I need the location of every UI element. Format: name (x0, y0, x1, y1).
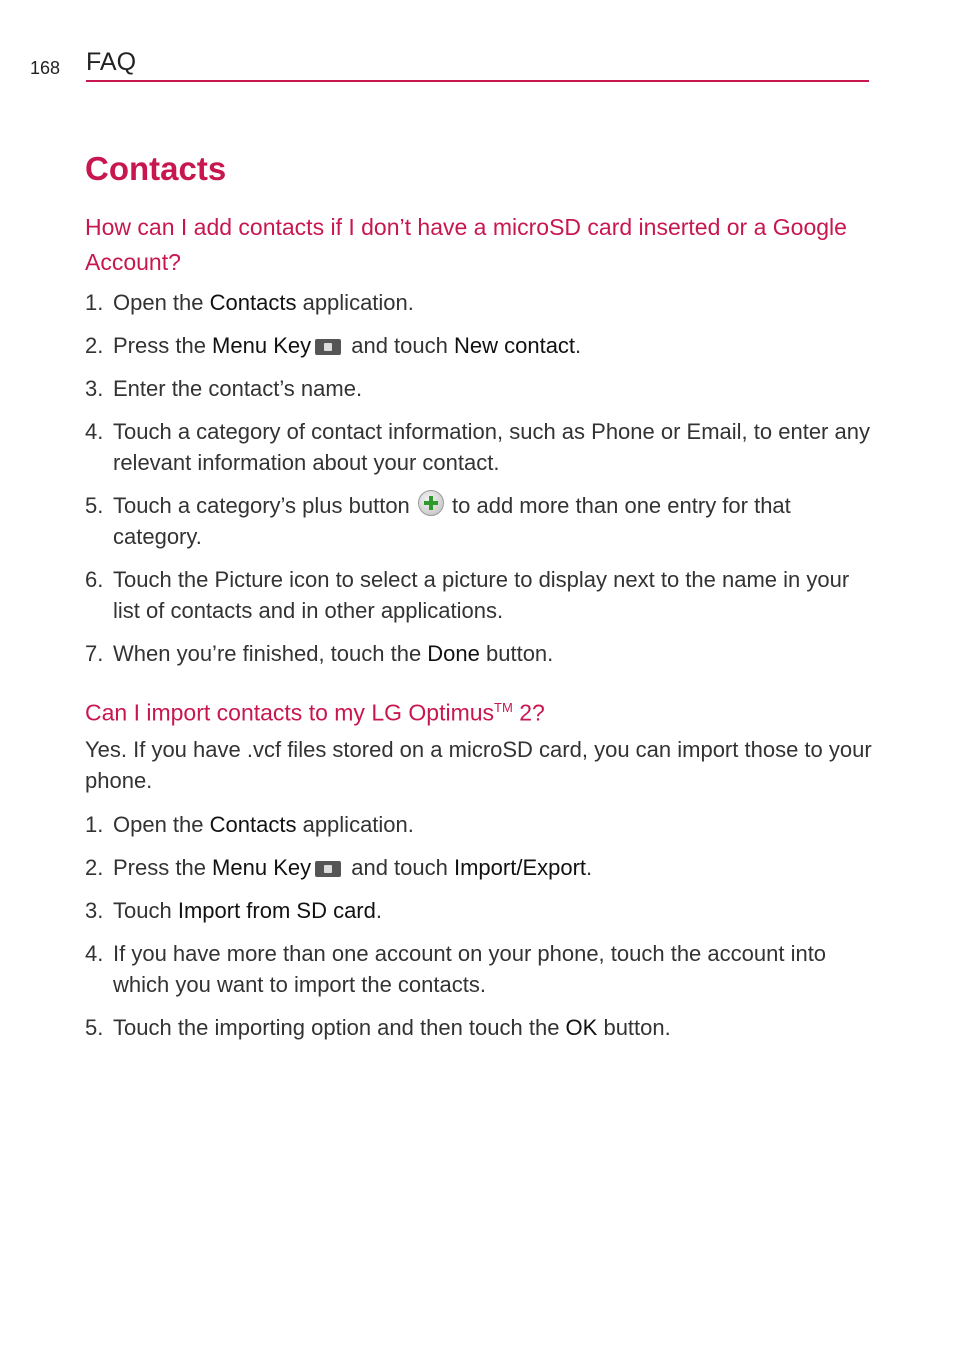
list-item (85, 895, 875, 926)
step-number: 2. (85, 855, 104, 880)
step-term: New contact (453, 333, 576, 358)
list-item (85, 852, 875, 883)
step-term: Import/Export (453, 855, 587, 880)
step-number: 4. (85, 419, 104, 444)
step-number: 5. (85, 493, 104, 518)
step-text: button. (479, 641, 554, 666)
step-term: Menu Key (212, 333, 312, 358)
list-item (85, 564, 875, 626)
intro-paragraph: Yes. If you have .vcf files stored on a microSD card, you can import those to your phone. (85, 737, 872, 793)
step-text: and touch (345, 855, 454, 880)
step-number: 6. (85, 567, 104, 592)
step-text: When you’re finished, touch the (113, 641, 428, 666)
list-item (85, 373, 875, 404)
step-text: . (375, 898, 382, 923)
list-item (85, 938, 875, 1000)
trademark-symbol: TM (494, 700, 513, 715)
step-text: Enter the contact’s name. (113, 376, 363, 401)
step-text: If you have more than one account on your phone, touch the account into which you want to import the contacts. (113, 941, 827, 997)
step-text: . (586, 855, 593, 880)
step-term: Menu Key (212, 855, 312, 880)
step-text: Open the (113, 812, 210, 837)
step-text: Touch a category’s plus button (113, 493, 416, 518)
step-text: to add more than one entry for that category. (113, 493, 791, 549)
list-item (85, 1012, 875, 1043)
list-item (85, 638, 875, 669)
question-heading-2 (85, 690, 875, 731)
step-text: Press the (113, 333, 213, 358)
list-item (85, 416, 875, 478)
step-number: 4. (85, 941, 104, 966)
step-text: Press the (113, 855, 213, 880)
step-text: . (575, 333, 582, 358)
steps-list-2 (85, 809, 875, 1055)
step-number: 7. (85, 641, 104, 666)
step-number: 5. (85, 1015, 104, 1040)
step-term: Done (427, 641, 480, 666)
step-term: Import from SD card (177, 898, 376, 923)
step-number: 2. (85, 333, 104, 358)
list-item (85, 330, 875, 361)
question-heading-1: How can I add contacts if I don’t have a microSD card inserted or a Google Account? (85, 214, 847, 275)
plus-icon (418, 490, 444, 516)
step-number: 3. (85, 898, 104, 923)
step-number: 1. (85, 812, 104, 837)
step-term: Contacts (209, 812, 297, 837)
steps-list-1 (85, 287, 875, 681)
step-text: Touch the Picture icon to select a picture to display next to the name in your list of contacts and in other applications. (113, 567, 850, 623)
step-text: Open the (113, 290, 210, 315)
menu-key-icon (315, 339, 341, 355)
list-item (85, 809, 875, 840)
list-item (85, 287, 875, 318)
step-number: 1. (85, 290, 104, 315)
question-text: Can I import contacts to my LG Optimus (85, 699, 495, 726)
list-item (85, 490, 875, 552)
header-divider (86, 80, 869, 82)
step-text: and touch (345, 333, 454, 358)
step-text: application. (296, 812, 414, 837)
step-term: Contacts (209, 290, 297, 315)
step-text: Touch the importing option and then touch the (113, 1015, 566, 1040)
step-number: 3. (85, 376, 104, 401)
section-header: FAQ (86, 48, 137, 76)
step-text: Touch a category of contact information, such as Phone or Email, to enter any relevant information about your contact. (113, 419, 870, 475)
step-text: button. (597, 1015, 671, 1040)
page-title: Contacts (85, 150, 227, 187)
menu-key-icon (315, 861, 341, 877)
step-text: Touch (113, 898, 178, 923)
step-term: OK (565, 1015, 598, 1040)
page-number: 168 (30, 58, 61, 78)
question-text: 2? (512, 699, 545, 726)
step-text: application. (296, 290, 414, 315)
